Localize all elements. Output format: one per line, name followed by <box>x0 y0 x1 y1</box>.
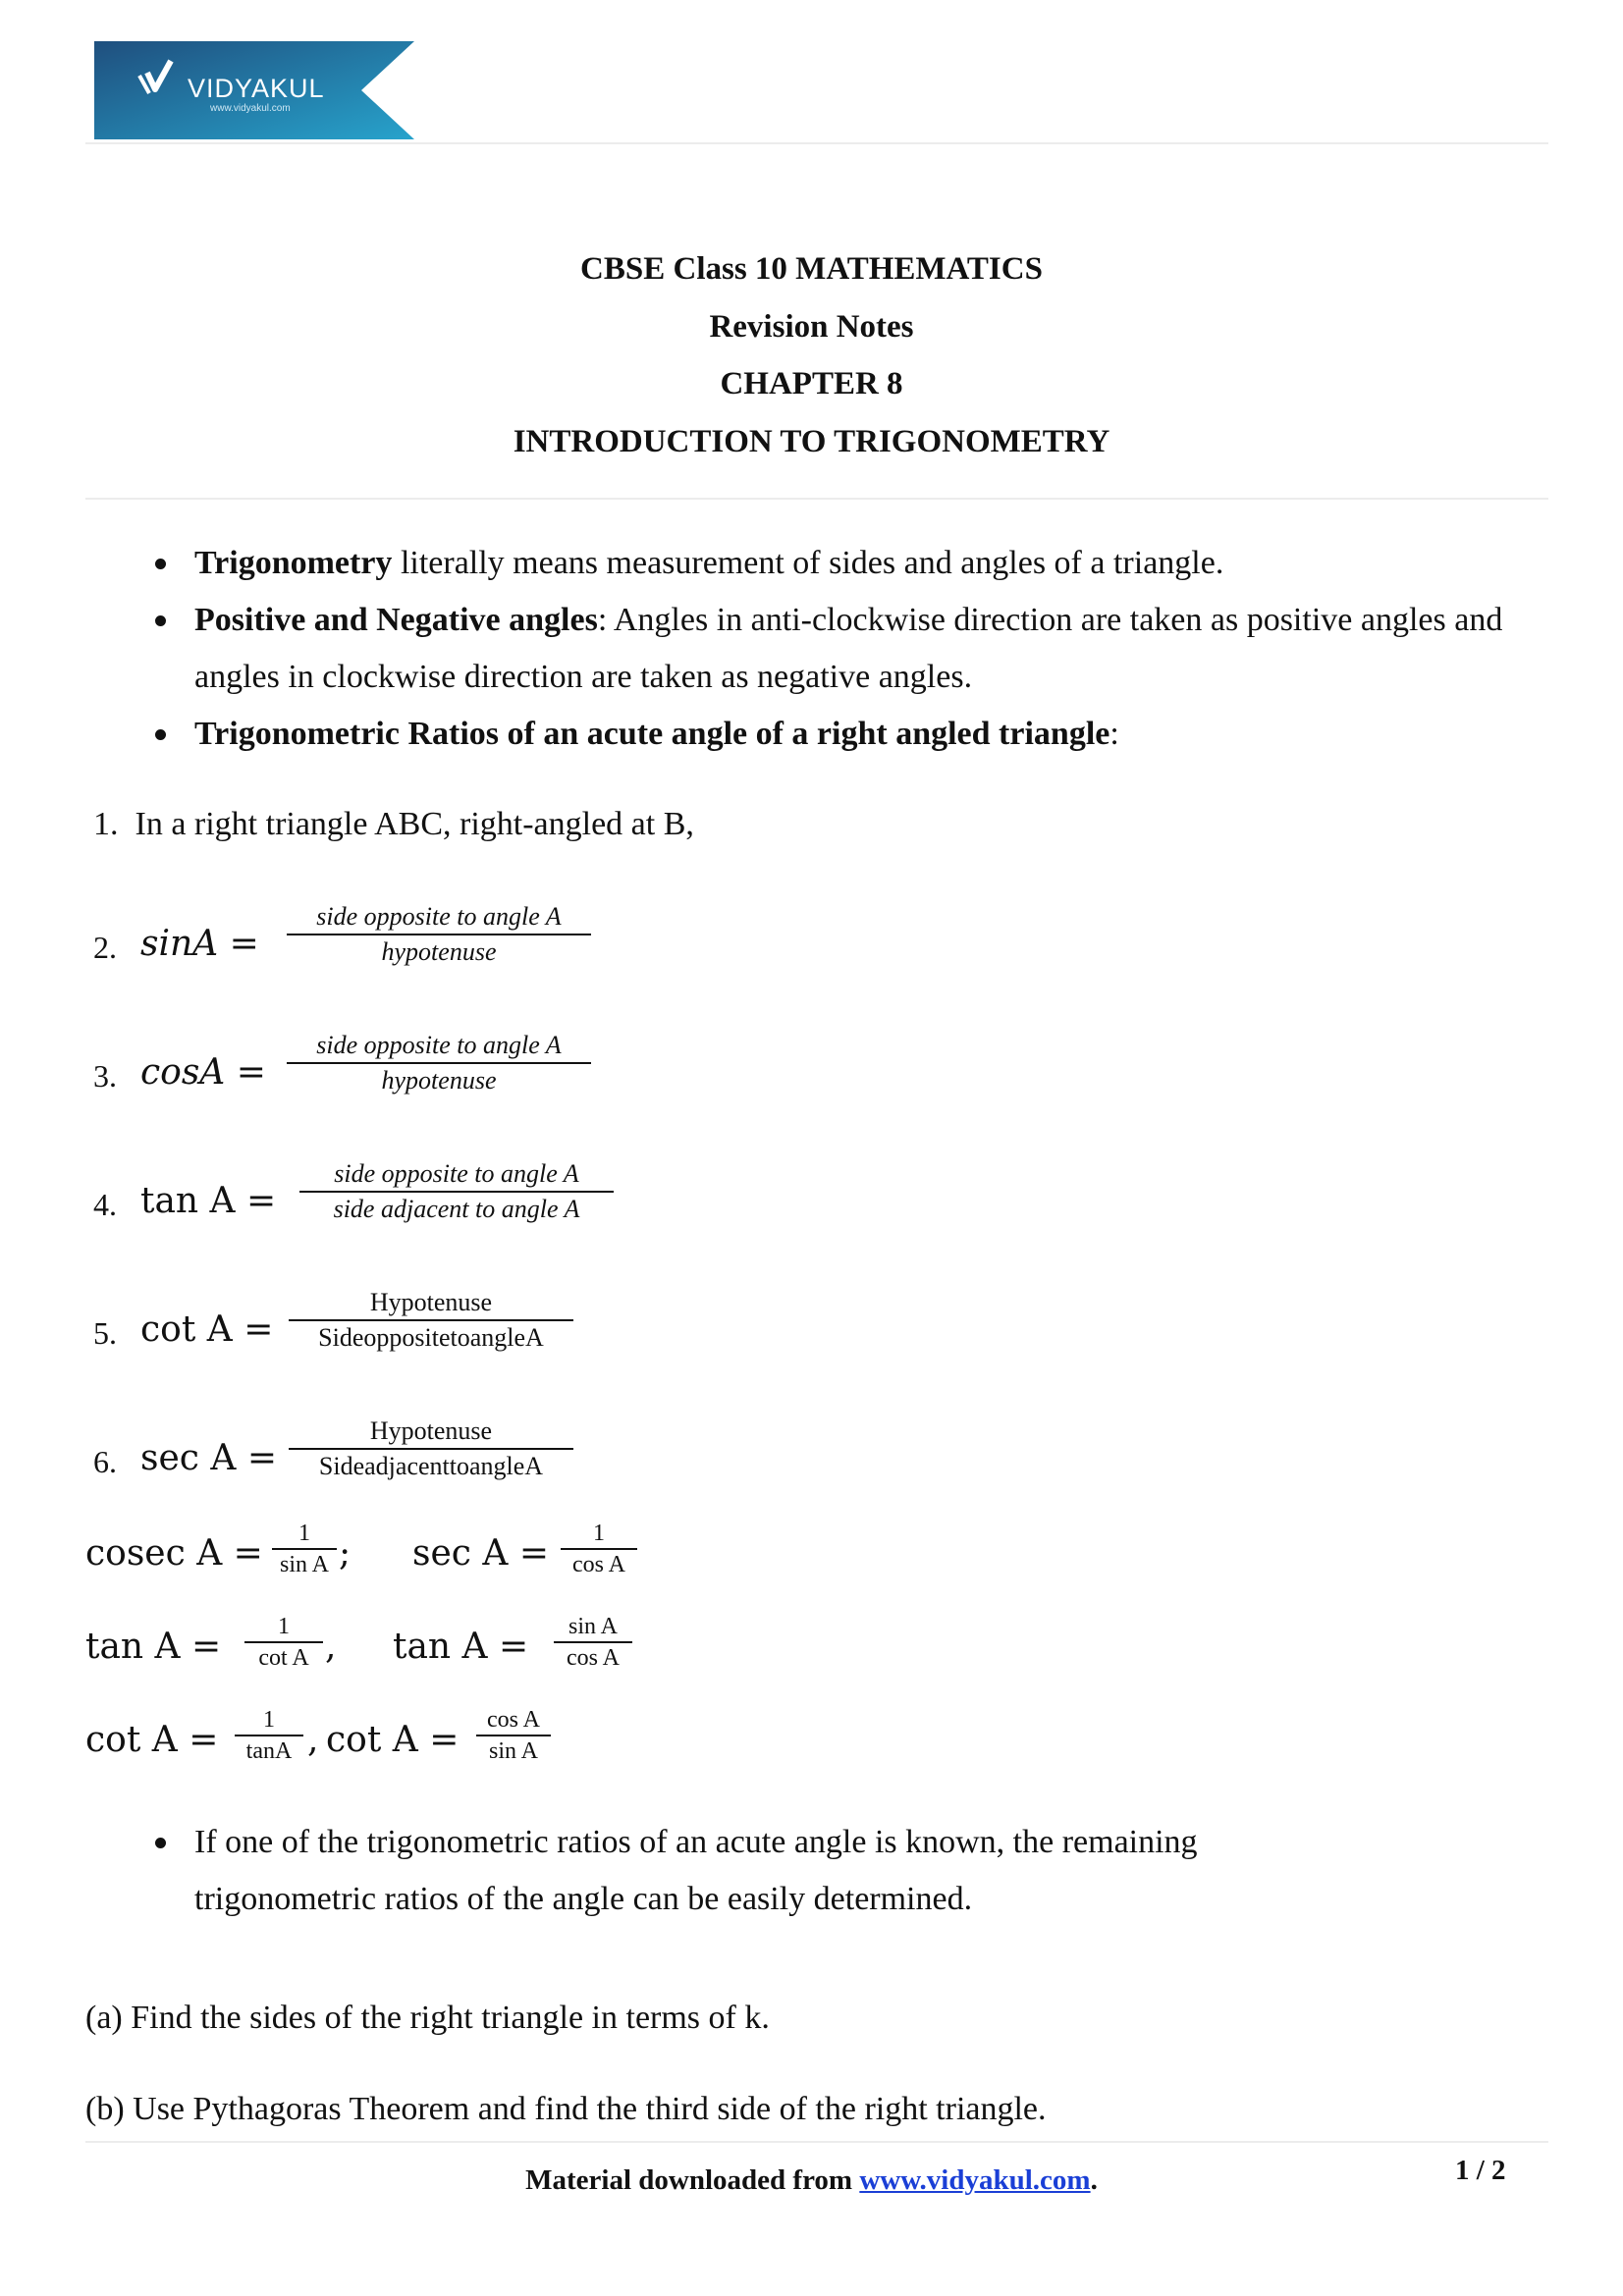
fraction-denominator: sin A <box>488 1738 538 1764</box>
identity-fraction <box>272 1519 337 1579</box>
title-line: CBSE Class 10 MATHEMATICS <box>580 251 1043 287</box>
bullet-item <box>85 592 1548 706</box>
title-block <box>0 240 1623 470</box>
bullet-bold: Trigonometry <box>194 545 393 581</box>
fraction-numerator: side opposite to angle A <box>334 1159 579 1188</box>
item-number: 6. <box>93 1444 117 1479</box>
title-line: INTRODUCTION TO TRIGONOMETRY <box>513 423 1110 459</box>
item-number: 3. <box>93 1058 117 1094</box>
identity-fraction <box>561 1519 637 1579</box>
fraction-numerator: Hypotenuse <box>369 1288 493 1316</box>
step-b: (b) Use Pythagoras Theorem and find the third side of the right triangle. <box>85 2091 1047 2127</box>
fraction-numerator: side opposite to angle A <box>316 902 562 931</box>
fraction-denominator: hypotenuse <box>381 937 497 966</box>
fraction-numerator: 1 <box>298 1521 310 1546</box>
formula-fraction <box>289 1415 573 1483</box>
fraction-numerator: cos A <box>487 1707 540 1733</box>
fraction-numerator: 1 <box>593 1521 605 1546</box>
header-divider <box>85 142 1548 144</box>
fraction-denominator: SideadjacenttoangleA <box>318 1452 544 1480</box>
formula-lhs: cosA = <box>140 1052 266 1093</box>
footer-link[interactable]: www.vidyakul.com <box>859 2164 1091 2196</box>
formula-fraction <box>287 900 591 969</box>
formula-lhs: sinA = <box>140 924 259 964</box>
fraction-numerator: sin A <box>568 1614 618 1639</box>
numbered-item <box>93 796 694 853</box>
identity-lhs: cot A = <box>326 1720 460 1760</box>
fraction-denominator: SideoppositetoangleA <box>318 1323 544 1352</box>
identity-lhs: cosec A = <box>85 1533 263 1574</box>
item-number: 5. <box>93 1315 117 1351</box>
fraction-denominator: hypotenuse <box>381 1066 497 1095</box>
fraction-denominator: cos A <box>572 1552 625 1577</box>
bullet-text: : <box>1109 716 1119 752</box>
item-number: 1. <box>93 806 119 842</box>
formula-fraction <box>289 1286 573 1355</box>
identity-separator: ; <box>339 1533 352 1574</box>
identity-separator: , <box>325 1627 337 1667</box>
title-line: Revision Notes <box>709 308 914 345</box>
vidyakul-logo <box>94 41 414 139</box>
formula-fraction <box>299 1157 614 1226</box>
fraction-denominator: tanA <box>245 1738 293 1764</box>
fraction-numerator: 1 <box>263 1707 275 1733</box>
logo-text: VIDYAKUL <box>188 74 325 103</box>
title-divider <box>85 498 1548 500</box>
identity-separator: , <box>307 1720 319 1760</box>
fraction-denominator: side adjacent to angle A <box>333 1195 580 1223</box>
identity-fraction <box>554 1612 632 1673</box>
identity-lhs: tan A = <box>85 1627 222 1667</box>
title-line: CHAPTER 8 <box>720 366 903 401</box>
identity-fraction <box>244 1612 323 1673</box>
bullet-bold: Trigonometric Ratios of an acute angle of a right angled triangle <box>194 716 1110 752</box>
bullet-bold: Positive and Negative angles <box>194 602 598 638</box>
identity-lhs: tan A = <box>393 1627 529 1667</box>
formula-lhs: cot A = <box>140 1309 274 1350</box>
item-text: In a right triangle ABC, right-angled at B, <box>135 806 694 842</box>
footer <box>0 2164 1623 2197</box>
formula-fraction <box>287 1029 591 1097</box>
footer-suffix: . <box>1090 2164 1098 2196</box>
bullet-item <box>85 706 1548 763</box>
bullet-item <box>85 535 1548 592</box>
footer-divider <box>85 2141 1548 2143</box>
bullet-item: If one of the trigonometric ratios of an acute angle is known, the remaining trigonometric ratios of the angle can be easily determined. <box>85 1814 1381 1928</box>
bullet-text: : Angles in anti-clockwise direction are taken as positive angles and angles in clockwise direction are taken as negative angles. <box>194 602 1503 695</box>
fraction-denominator: cos A <box>567 1645 620 1671</box>
step-a: (a) Find the sides of the right triangle in terms of k. <box>85 2000 770 2036</box>
identity-fraction <box>476 1705 551 1766</box>
fraction-numerator: side opposite to angle A <box>316 1031 562 1059</box>
fraction-denominator: cot A <box>258 1645 309 1671</box>
item-number: 2. <box>93 930 117 965</box>
formula-lhs: tan A = <box>140 1181 277 1221</box>
bullet-text: literally means measurement of sides and angles of a triangle. <box>392 545 1224 581</box>
logo-url: www.vidyakul.com <box>210 103 291 114</box>
page-number: 1 / 2 <box>1455 2155 1506 2186</box>
fraction-numerator: 1 <box>278 1614 290 1639</box>
item-number: 4. <box>93 1187 117 1222</box>
identity-fraction <box>235 1705 303 1766</box>
fraction-numerator: Hypotenuse <box>369 1416 493 1445</box>
fraction-denominator: sin A <box>279 1552 329 1577</box>
formula-lhs: sec A = <box>140 1438 277 1478</box>
identity-lhs: sec A = <box>412 1533 549 1574</box>
footer-prefix: Material downloaded from <box>525 2164 860 2196</box>
identity-lhs: cot A = <box>85 1720 219 1760</box>
